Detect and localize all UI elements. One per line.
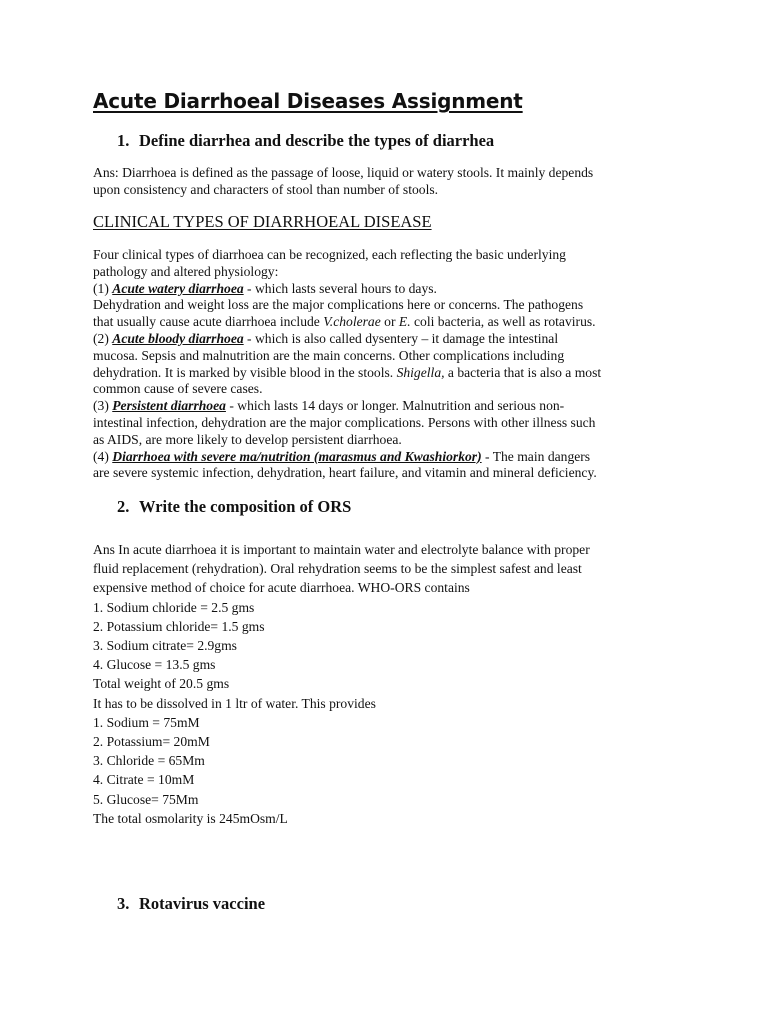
answer-line: Ans: Diarrhoea is defined as the passage of loose, liquid or watery stools. It mainly depends [93, 165, 594, 180]
ors-line: 2. Potassium= 20mM [93, 734, 210, 750]
type-number: (4) [93, 448, 113, 464]
intro-line: Four clinical types of diarrhoea can be recognized, each reflecting the basic underlying [93, 247, 566, 262]
ors-line: 1. Sodium = 75mM [93, 714, 200, 730]
section-heading: CLINICAL TYPES OF DIARRHOEAL DISEASE [93, 212, 432, 231]
question-text: Write the composition of ORS [139, 497, 352, 516]
type-number: (3) [93, 398, 113, 414]
type-4-line [93, 449, 683, 466]
type-term: Diarrhoea with severe ma/nutrition (marasmus and Kwashiorkor) [112, 448, 482, 464]
type-3-detail: as AIDS, are more likely to develop persistent diarrhoea. [93, 431, 402, 447]
type-3-line [93, 398, 683, 415]
question-text: Rotavirus vaccine [139, 894, 266, 913]
ors-line: 3. Sodium citrate= 2.9gms [93, 638, 237, 654]
type-4-detail: are severe systemic infection, dehydration, heart failure, and vitamin and mineral deficiency. [93, 465, 597, 481]
ors-line: Total weight of 20.5 gms [93, 676, 230, 692]
ors-line: 2. Potassium chloride= 1.5 gms [93, 618, 265, 634]
answer-1 [93, 165, 683, 199]
type-2-detail: mucosa. Sepsis and malnutrition are the main concerns. Other complications including [93, 347, 565, 363]
document-title: Acute Diarrhoeal Diseases Assignment [93, 89, 523, 113]
type-term: Acute bloody diarrhoea [112, 330, 244, 346]
answer-line: upon consistency and characters of stool than number of stools. [93, 181, 439, 197]
type-number: (2) [93, 330, 113, 346]
ors-line: 4. Glucose = 13.5 gms [93, 657, 216, 673]
text-run: dehydration. It is marked by visible blood in the stools. [93, 364, 397, 380]
question-3-heading [117, 894, 265, 914]
intro-line: pathology and altered physiology: [93, 263, 279, 279]
question-1-heading [117, 131, 494, 151]
ors-line: 1. Sodium chloride = 2.5 gms [93, 599, 255, 615]
type-1-line [93, 281, 683, 298]
ors-line: fluid replacement (rehydration). Oral rehydration seems to be the simplest safest and least [93, 561, 582, 577]
type-3-detail: intestinal infection, dehydration are the major complications. Persons with other illness such [93, 414, 596, 430]
type-2-detail [93, 365, 683, 382]
type-number: (1) [93, 280, 113, 296]
text-run: a bacteria that is also a most [444, 364, 602, 380]
clinical-types-body [93, 247, 683, 482]
type-1-detail [93, 314, 683, 331]
italic-term: Shigella, [396, 364, 445, 380]
type-desc: - The main dangers [481, 448, 591, 464]
question-text: Define diarrhea and describe the types of diarrhea [139, 131, 495, 150]
type-term: Acute watery diarrhoea [112, 280, 244, 296]
italic-term: V.cholerae [323, 314, 381, 330]
answer-2 [93, 540, 683, 828]
type-desc: - which is also called dysentery – it damage the intestinal [243, 330, 559, 346]
ors-line: It has to be dissolved in 1 ltr of water. This provides [93, 695, 376, 711]
type-term: Persistent diarrhoea [112, 398, 226, 414]
type-2-detail: common cause of severe cases. [93, 381, 263, 397]
type-desc: - which lasts several hours to days. [243, 280, 437, 296]
question-number: 2. [117, 497, 130, 516]
ors-line: 3. Chloride = 65Mm [93, 753, 205, 769]
type-desc: - which lasts 14 days or longer. Malnutrition and serious non- [225, 398, 565, 414]
text-run: or [380, 314, 399, 330]
question-number: 3. [117, 894, 130, 913]
text-run: coli bacteria, as well as rotavirus. [410, 314, 596, 330]
italic-term: E. [398, 314, 411, 330]
type-2-line [93, 331, 683, 348]
question-number: 1. [117, 131, 130, 150]
ors-line: Ans In acute diarrhoea it is important to maintain water and electrolyte balance with proper [93, 542, 590, 557]
text-run: that usually cause acute diarrhoea include [93, 314, 324, 330]
ors-line: The total osmolarity is 245mOsm/L [93, 810, 288, 826]
type-1-detail: Dehydration and weight loss are the major complications here or concerns. The pathogens [93, 297, 584, 313]
ors-line: 5. Glucose= 75Mm [93, 791, 199, 807]
question-2-heading [117, 497, 351, 517]
ors-line: expensive method of choice for acute diarrhoea. WHO-ORS contains [93, 580, 470, 596]
ors-line: 4. Citrate = 10mM [93, 772, 195, 788]
